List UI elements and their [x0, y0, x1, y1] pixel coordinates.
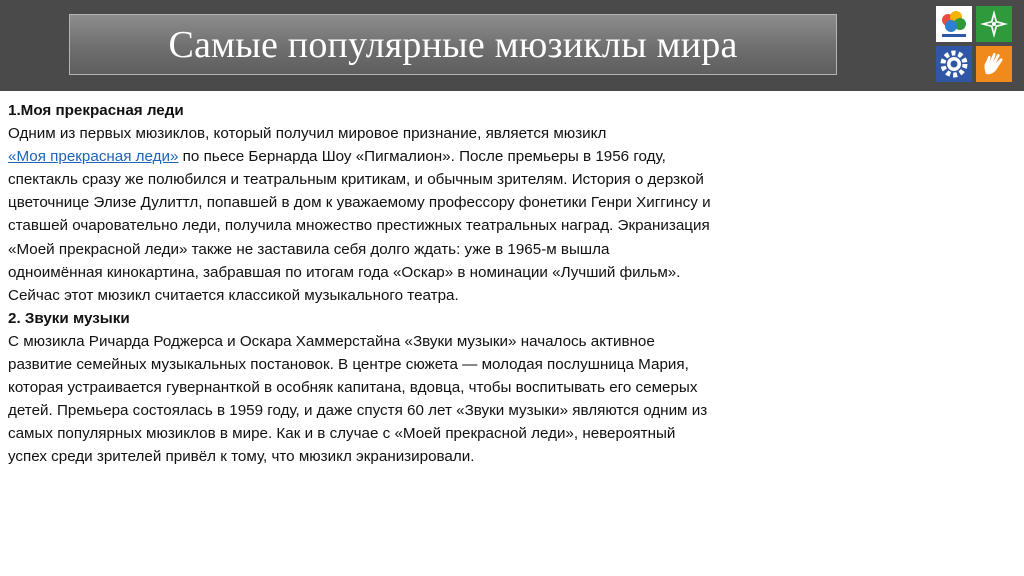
text-fragment: по пьесе Бернарда Шоу «Пигмалион». После премьеры в 1956 году, — [178, 148, 666, 166]
text-line: успех среди зрителей привёл к тому, что мюзикл экранизировали. — [8, 448, 475, 466]
section-heading-my-fair-lady: 1.Моя прекрасная леди — [8, 102, 184, 119]
text-line: Одним из первых мюзиклов, который получил мировое признание, является мюзикл — [8, 125, 607, 143]
text-line: которая устраивается гувернанткой в особняк капитана, вдовца, чтобы воспитывать его семерых — [8, 379, 698, 397]
text-line: ставшей очаровательно леди, получила множество престижных театральных наград. Экранизация — [8, 217, 710, 235]
title-box — [69, 14, 837, 75]
text-line: Сейчас этот мюзикл считается классикой музыкального театра. — [8, 286, 459, 304]
text-line-with-link — [8, 145, 828, 168]
logo-group — [936, 6, 1016, 86]
page-title: Самые популярные мюзиклы мира — [168, 23, 738, 66]
section-heading-sound-of-music: 2. Звуки музыки — [8, 309, 130, 327]
text-line: детей. Премьера состоялась в 1959 году, и даже спустя 60 лет «Звуки музыки» являются одним из — [8, 402, 708, 420]
logo-colorful-icon — [936, 6, 972, 42]
logo-hand-icon — [976, 46, 1012, 82]
text-line: развитие семейных музыкальных постановок. В центре сюжета — молодая послушница Мария, — [8, 356, 689, 374]
text-line: цветочнице Элизе Дулиттл, попавшей в дом к уважаемому профессору фонетики Генри Хиггинсу и — [8, 194, 711, 212]
slide-body — [8, 99, 828, 469]
text-line: спектакль сразу же полюбился и театральным критикам, и обычным зрителям. История о дерзкой — [8, 171, 704, 189]
text-line: «Моей прекрасной леди» также не заставила себя долго ждать: уже в 1965-м вышла — [8, 240, 610, 258]
logo-gear-icon — [936, 46, 972, 82]
logo-compass-star-icon — [976, 6, 1012, 42]
text-line: С мюзикла Ричарда Роджерса и Оскара Хаммерстайна «Звуки музыки» началось активное — [8, 332, 655, 350]
my-fair-lady-link[interactable]: «Моя прекрасная леди» — [8, 148, 179, 166]
text-line: самых популярных мюзиклов в мире. Как и в случае с «Моей прекрасной леди», невероятный — [8, 425, 676, 443]
text-line: одноимённая кинокартина, забравшая по итогам года «Оскар» в номинации «Лучший фильм». — [8, 263, 681, 281]
